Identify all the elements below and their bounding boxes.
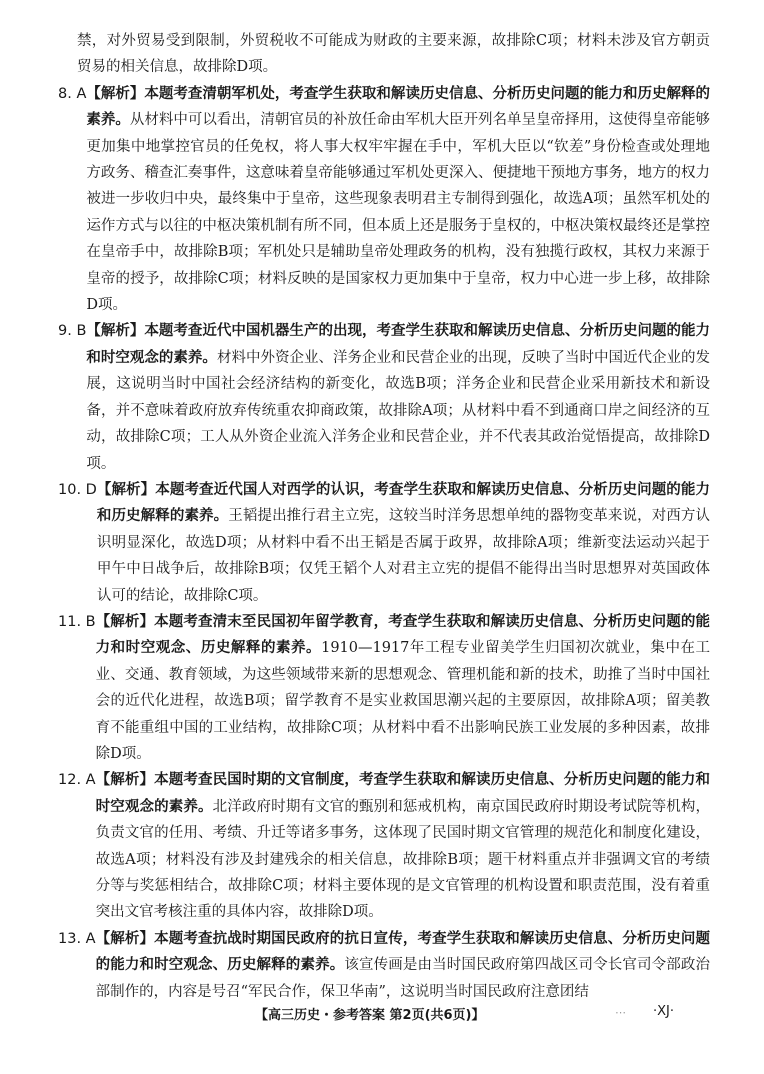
answer-body <box>97 477 710 609</box>
answer-number: 11. B <box>58 613 96 630</box>
analysis-lead: 【解析】本题考查清末至民国初年留学教育，考查学生获取和解读历史信息、分析历史问题的能力和时空观念、历史解释的素养。 <box>95 613 710 657</box>
answer-item-10 <box>58 477 710 609</box>
footer-page-info: 【高三历史・参考答案 第2页(共6页)】 <box>255 1008 485 1023</box>
analysis-lead: 【解析】本题考查近代中国机器生产的出现，考查学生获取和解读历史信息、分析历史问题的能力和时空观念的素养。 <box>86 323 710 366</box>
analysis-text: 北洋政府时期有文官的甄别和惩戒机构，南京国民政府时期设考试院等机构，负责文官的任用、考绩、升迁等诸多事务，这体现了民国时期文官管理的规范化和制度化建设，故选A项；材料没有涉及封建残余的相关信息，故排除B项；题干材料重点并非强调文官的考绩分等与奖惩相结合，故排除C项；材料主要体现的是文官管理的机构设置和职责范围，没有着重突出文官考核注重的具体内容，故排除D项。 <box>95 798 711 921</box>
analysis-text: 王韬提出推行君主立宪，这较当时洋务思想单纯的器物变革来说，对西方认识明显深化，故选D项；从材料中看不出王韬是否属于政界，故排除A项；维新变法运动兴起于甲午中日战争后，故排除B项；仅凭王韬个人对君主立宪的提倡不能得出当时思想界对英国政体认可的结论，故排除C项。 <box>96 508 711 604</box>
analysis-lead: 【解析】本题考查清朝军机处，考查学生获取和解读历史信息、分析历史问题的能力和历史解释的素养。 <box>86 85 710 129</box>
footer-decoration: ⋯ <box>615 1006 626 1019</box>
page-footer <box>0 1004 764 1026</box>
answer-body <box>86 318 710 476</box>
analysis-text: 从材料中可以看出，清朝官员的补放任命由军机大臣开列名单呈皇帝择用，这使得皇帝能够更加集中地掌控官员的任免权，将人事大权牢牢握在手中，军机大臣以“钦差”身份检查或处理地方政务、稽查汇奏事件，这意味着皇帝能够通过军机处更深入、便捷地干预地方事务，地方的权力被进一步收归中央，最终集中于皇帝，这些现象表明君主专制得到强化，故选A项；虽然军机处的运作方式与以往的中枢决策机制有所不同，但本质上还是服务于皇权的，中枢决策权最终还是掌控在皇帝手中，故排除B项；军机处只是辅助皇帝处理政务的机构，没有独揽行政权，其权力来源于皇帝的授予，故排除C项；材料反映的是国家权力更加集中于皇帝，权力中心进一步上移，故排除D项。 <box>86 112 711 314</box>
answer-number: 13. A <box>58 930 96 947</box>
answer-number: 12. A <box>58 772 96 789</box>
answer-body <box>96 767 710 925</box>
footer-code: ·XJ· <box>653 1004 675 1019</box>
analysis-text: 材料中外资企业、洋务企业和民营企业的出现，反映了当时中国近代企业的发展，这说明当时中国社会经济结构的新变化，故选B项；洋务企业和民营企业采用新技术和新设备，并不意味着政府放弃传统重农抑商政策，故排除A项；从材料中看不到通商口岸之间经济的互动，故排除C项；工人从外资企业流入洋务企业和民营企业，并不代表其政治觉悟提高，故排除D项。 <box>86 349 711 472</box>
continued-paragraph: 禁，对外贸易受到限制，外贸税收不可能成为财政的主要来源，故排除C项；材料未涉及官方朝贡贸易的相关信息，故排除D项。 <box>77 33 710 76</box>
answer-body <box>96 926 710 1005</box>
analysis-lead: 【解析】本题考查抗战时期国民政府的抗日宣传，考查学生获取和解读历史信息、分析历史问题的能力和时空观念、历史解释的素养。 <box>95 930 710 974</box>
answer-item-11 <box>58 609 710 767</box>
answer-body <box>96 609 710 767</box>
answer-number: 8. A <box>58 85 87 102</box>
answer-item-13 <box>58 926 710 1005</box>
answer-page <box>58 28 710 1005</box>
answer-number: 9. B <box>58 323 87 340</box>
analysis-text: 该宣传画是由当时国民政府第四战区司令长官司令部政治部制作的，内容是号召“军民合作，保卫华南”，这说明当时国民政府注意团结 <box>95 957 711 1000</box>
analysis-lead: 【解析】本题考查民国时期的文官制度，考查学生获取和解读历史信息、分析历史问题的能力和时空观念的素养。 <box>95 772 710 815</box>
answer-item-12 <box>58 767 710 925</box>
answer-number: 10. D <box>58 481 97 498</box>
analysis-lead: 【解析】本题考查近代国人对西学的认识，考查学生获取和解读历史信息、分析历史问题的能力和历史解释的素养。 <box>96 481 710 525</box>
answer-item-8 <box>58 81 710 319</box>
analysis-text: 1910—1917年工程专业留美学生归国初次就业，集中在工业、交通、教育领域，为这些领域带来新的思想观念、管理机能和新的技术，助推了当时中国社会的近代化进程，故选B项；留学教育不是实业救国思潮兴起的主要原因，故排除A项；留美教育不能重组中国的工业结构，故排除C项；从材料中看不出影响民族工业发展的多种因素，故排除D项。 <box>95 640 711 762</box>
answer-body <box>86 81 710 319</box>
answer-item-9 <box>58 318 710 476</box>
